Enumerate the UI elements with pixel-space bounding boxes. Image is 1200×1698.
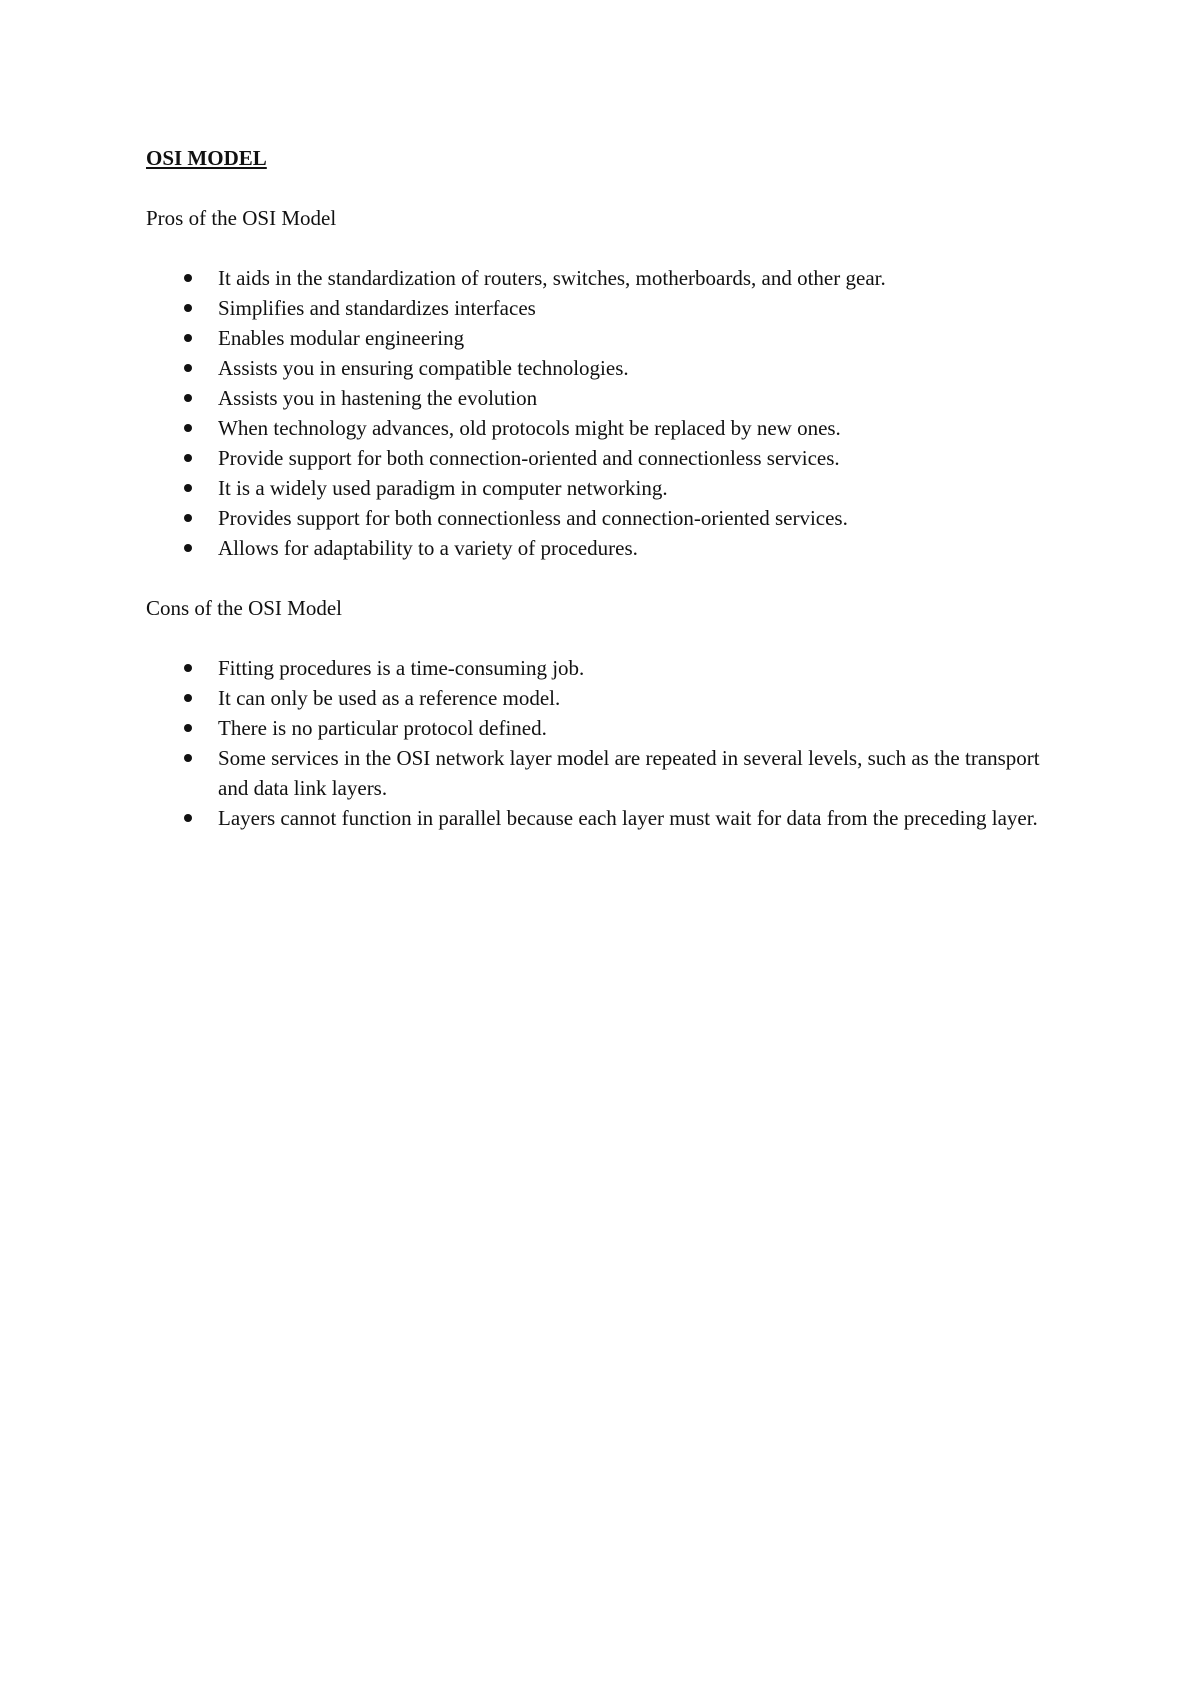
bullet-icon [184, 334, 192, 342]
list-item-text: It aids in the standardization of routers, switches, motherboards, and other gear. [218, 266, 886, 290]
list-item-text: Assists you in ensuring compatible technologies. [218, 356, 629, 380]
list-item-text: Fitting procedures is a time-consuming job. [218, 656, 585, 680]
bullet-icon [184, 454, 192, 462]
list-item-text: Enables modular engineering [218, 326, 465, 350]
cons-list [146, 653, 1066, 833]
list-item [146, 803, 1066, 833]
cons-heading: Cons of the OSI Model [146, 596, 342, 620]
list-item-text: Provides support for both connectionless and connection-oriented services. [218, 506, 848, 530]
bullet-icon [184, 544, 192, 552]
bullet-icon [184, 484, 192, 492]
list-item [146, 383, 1066, 413]
bullet-icon [184, 304, 192, 312]
list-item [146, 683, 1066, 713]
list-item [146, 263, 1066, 293]
list-item [146, 503, 1066, 533]
bullet-icon [184, 694, 192, 702]
bullet-icon [184, 364, 192, 372]
list-item [146, 473, 1066, 503]
list-item-text: Layers cannot function in parallel because each layer must wait for data from the preceding layer. [218, 806, 1038, 830]
pros-list [146, 263, 1066, 563]
list-item-text: Assists you in hastening the evolution [218, 386, 538, 410]
page-title: OSI MODEL [146, 146, 267, 170]
list-item-text: Provide support for both connection-oriented and connectionless services. [218, 446, 840, 470]
bullet-icon [184, 754, 192, 762]
list-item [146, 293, 1066, 323]
bullet-icon [184, 274, 192, 282]
list-item [146, 743, 1066, 803]
list-item-text: Some services in the OSI network layer model are repeated in several levels, such as the transport and data link layers. [218, 746, 1040, 800]
list-item-text: Simplifies and standardizes interfaces [218, 296, 536, 320]
bullet-icon [184, 424, 192, 432]
list-item-text: It is a widely used paradigm in computer networking. [218, 476, 668, 500]
bullet-icon [184, 664, 192, 672]
bullet-icon [184, 814, 192, 822]
pros-heading: Pros of the OSI Model [146, 206, 337, 230]
bullet-icon [184, 394, 192, 402]
bullet-icon [184, 724, 192, 732]
list-item [146, 443, 1066, 473]
list-item [146, 353, 1066, 383]
list-item [146, 653, 1066, 683]
list-item [146, 713, 1066, 743]
list-item [146, 413, 1066, 443]
list-item-text: There is no particular protocol defined. [218, 716, 547, 740]
list-item-text: Allows for adaptability to a variety of procedures. [218, 536, 638, 560]
bullet-icon [184, 514, 192, 522]
list-item [146, 323, 1066, 353]
document-body [146, 143, 1066, 863]
list-item-text: It can only be used as a reference model. [218, 686, 561, 710]
list-item [146, 533, 1066, 563]
list-item-text: When technology advances, old protocols might be replaced by new ones. [218, 416, 841, 440]
